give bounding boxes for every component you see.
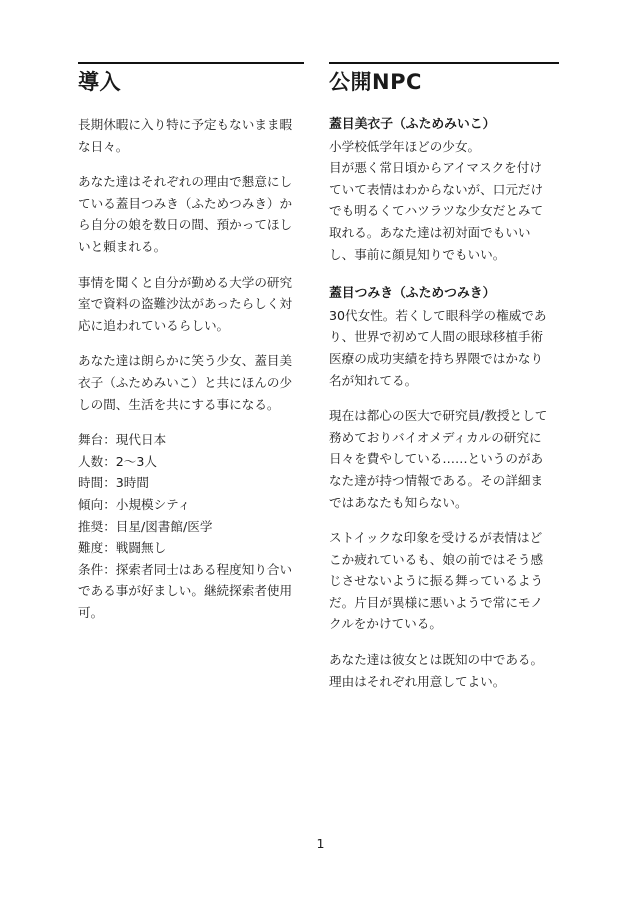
spec-setting: 舞台：現代日本 [78,432,167,448]
npc-description: 30代女性。若くして眼科学の権威であ り、世界で初めて人間の眼球移植手術 医療の成功実績を持ち界隈ではかなり 名が知れてる。 [329,307,547,388]
npc-entry-miiko [329,114,559,265]
spec-tendency: 傾向：小規模シティ [78,496,191,512]
intro-paragraph: あなた達は朗らかに笑う少女、蓋目美 衣子（ふためみいこ）と共にほんの少 しの間、生活を共にする事になる。 [78,353,293,412]
intro-paragraph: 事情を聞くと自分が勤める大学の研究 室で資料の盗難沙汰があったらしく対 応に追われているらしい。 [78,274,293,333]
npc-header [329,62,559,96]
npc-paragraph: 現在は都心の医大で研究員/教授として 務めておりバイオメディカルの研究に 日々を費やしている……というのがあ なた達が持つ情報である。その詳細ま ではあなたも知らない。 [329,408,548,510]
npc-column [329,62,559,706]
spec-conditions: 条件：探索者同士はある程度知り合い である事が好ましい。継続探索者使用 可。 [78,561,293,620]
spec-recommended-skills: 推奨：目星/図書館/医学 [78,518,213,534]
npc-paragraph: あなた達は彼女とは既知の中である。 理由はそれぞれ用意してよい。 [329,652,544,689]
npc-paragraph: ストイックな印象を受けるが表情はど こか疲れているも、娘の前ではそう感 じさせないように振る舞っているよう だ。片目が異様に悪いようで常にモノ クルをかけている。 [329,530,544,632]
npc-name: 蓋目つみき（ふためつみき） [329,286,496,302]
scenario-specs-list [78,429,304,623]
intro-paragraph: 長期休暇に入り特に予定もないまま暇 な日々。 [78,117,293,154]
intro-header [78,62,304,96]
npc-description: 小学校低学年ほどの少女。 目が悪く常日頃からアイマスクを付け ていて表情はわからないが、口元だけ でも明るくてハツラツな少女だとみて 取れる。あなた達は初対面でもいい し、事前に顔見知りでもいい。 [329,138,544,262]
npc-name: 蓋目美衣子（ふためみいこ） [329,117,496,132]
page-number: 1 [316,836,325,851]
spec-players: 人数：2〜3人 [78,453,157,469]
intro-title: 導入 [78,70,121,94]
spec-time: 時間：3時間 [78,475,149,491]
npc-entry-tsumiki [329,283,559,391]
intro-paragraph: あなた達はそれぞれの理由で懇意にし ている蓋目つみき（ふためつみき）か ら自分の娘を数日の間、預かってほし いと頼まれる。 [78,174,293,254]
intro-column [78,62,304,623]
spec-difficulty: 難度：戦闘無し [78,540,167,556]
npc-title: 公開NPC [329,70,422,94]
